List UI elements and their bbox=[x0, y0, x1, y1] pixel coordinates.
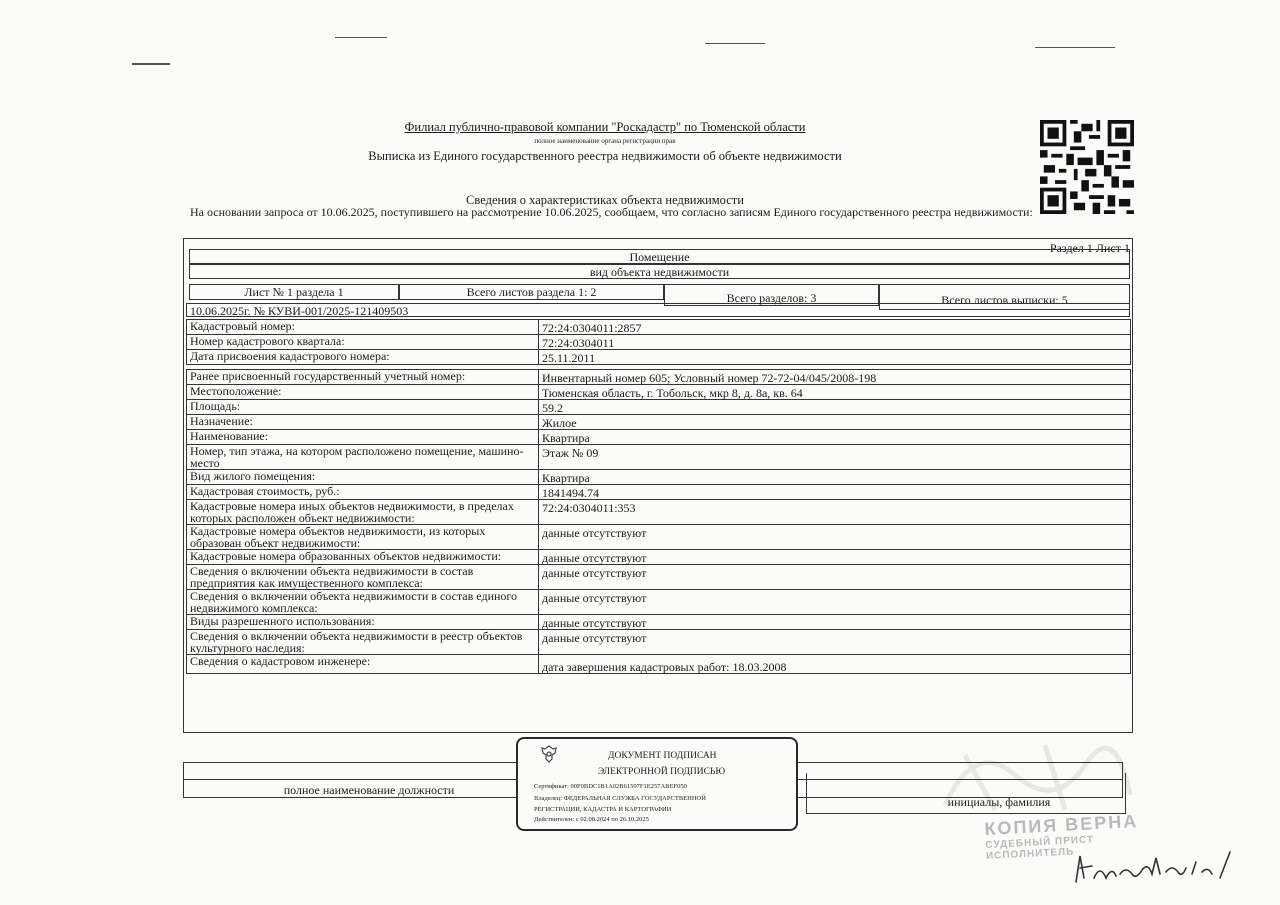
row-value: 72:24:0304011:353 bbox=[539, 500, 1131, 525]
row-label: Наименование: bbox=[187, 430, 539, 445]
row-label: Кадастровые номера объектов недвижимости, из которых образован объект недвижимости: bbox=[187, 525, 539, 550]
sections-total: Всего разделов: 3 bbox=[664, 284, 879, 306]
section-sheets-total: Всего листов раздела 1: 2 bbox=[399, 284, 664, 300]
row-value: данные отсутствуют bbox=[539, 590, 1131, 615]
row-label: Площадь: bbox=[187, 400, 539, 415]
basis-text: На основании запроса от 10.06.2025, поступившего на рассмотрение 10.06.2025, сообщаем, что согласно записям Единого государственного реестра недвижимости: bbox=[190, 205, 1033, 219]
sheet-number: Лист № 1 раздела 1 bbox=[189, 284, 399, 300]
row-label: Сведения о кадастровом инженере: bbox=[187, 655, 539, 674]
row-value: 25.11.2011 bbox=[539, 350, 1131, 365]
row-label: Сведения о включении объекта недвижимости в реестр объектов культурного наследия: bbox=[187, 630, 539, 655]
stamp-line-2: ЭЛЕКТРОННОЙ ПОДПИСЬЮ bbox=[598, 767, 726, 777]
stamp-certificate: Сертификат: 00F0BDC1B1A02B61597F1E257ABEF050 bbox=[534, 783, 687, 790]
row-value: 1841494.74 bbox=[539, 485, 1131, 500]
row-label: Кадастровые номера иных объектов недвижимости, в пределах которых расположен объект недвижимости: bbox=[187, 500, 539, 525]
stamp-owner-2: РЕГИСТРАЦИИ, КАДАСТРА И КАРТОГРАФИИ bbox=[534, 806, 672, 813]
table-row bbox=[187, 320, 1131, 335]
scan-mark bbox=[1035, 47, 1115, 48]
row-value: данные отсутствуют bbox=[539, 550, 1131, 565]
stamp-line-1: ДОКУМЕНТ ПОДПИСАН bbox=[608, 751, 717, 761]
organization-caption: полное наименование органа регистрации прав bbox=[534, 137, 676, 145]
row-value: Тюменская область, г. Тобольск, мкр 8, д. 8а, кв. 64 bbox=[539, 385, 1131, 400]
copy-stamp-line-3: ИСПОЛНИТЕЛЬ bbox=[985, 846, 1075, 862]
scan-mark bbox=[132, 63, 170, 65]
extract-title: Выписка из Единого государственного реестра недвижимости об объекте недвижимости bbox=[368, 149, 842, 163]
row-label: Назначение: bbox=[187, 415, 539, 430]
row-label: Номер, тип этажа, на котором расположено помещение, машино-место bbox=[187, 445, 539, 470]
row-label: Вид жилого помещения: bbox=[187, 470, 539, 485]
coat-of-arms-icon bbox=[538, 743, 560, 765]
table-row bbox=[187, 485, 1131, 500]
section-reference: Раздел 1 Лист 1 bbox=[1049, 241, 1130, 255]
table-row bbox=[187, 590, 1131, 615]
row-label: Кадастровый номер: bbox=[187, 320, 539, 335]
object-name: Помещение bbox=[189, 249, 1130, 264]
row-label: Дата присвоения кадастрового номера: bbox=[187, 350, 539, 365]
section-title: Сведения о характеристиках объекта недвижимости bbox=[466, 193, 744, 207]
electronic-signature-stamp bbox=[516, 737, 798, 831]
copy-stamp-line-2: СУДЕБНЫЙ ПРИСТ bbox=[985, 834, 1095, 852]
table-row bbox=[187, 430, 1131, 445]
table-row bbox=[187, 630, 1131, 655]
table-row bbox=[187, 400, 1131, 415]
row-value: Этаж № 09 bbox=[539, 445, 1131, 470]
extract-sheets-total: Всего листов выписки: 5 bbox=[879, 284, 1130, 310]
row-value: Жилое bbox=[539, 415, 1131, 430]
table-row bbox=[187, 445, 1131, 470]
row-value: данные отсутствуют bbox=[539, 525, 1131, 550]
table-row bbox=[187, 500, 1131, 525]
row-value: 72:24:0304011:2857 bbox=[539, 320, 1131, 335]
row-value: дата завершения кадастровых работ: 18.03.2008 bbox=[539, 655, 1131, 674]
handwritten-signature bbox=[1070, 838, 1240, 888]
table-row bbox=[187, 415, 1131, 430]
row-label: Сведения о включении объекта недвижимости в состав единого недвижимого комплекса: bbox=[187, 590, 539, 615]
table-row bbox=[187, 655, 1131, 674]
stamp-owner-1: Владелец: ФЕДЕРАЛЬНАЯ СЛУЖБА ГОСУДАРСТВЕННОЙ bbox=[534, 795, 706, 802]
row-value: 72:24:0304011 bbox=[539, 335, 1131, 350]
scan-mark bbox=[705, 43, 765, 44]
table-row bbox=[187, 335, 1131, 350]
row-label: Сведения о включении объекта недвижимости в состав предприятия как имущественного комплекса: bbox=[187, 565, 539, 590]
table-row bbox=[187, 550, 1131, 565]
row-label: Кадастровая стоимость, руб.: bbox=[187, 485, 539, 500]
scan-mark bbox=[335, 37, 387, 38]
table-row bbox=[187, 615, 1131, 630]
table-row bbox=[187, 370, 1131, 385]
table-row bbox=[187, 385, 1131, 400]
table-row bbox=[187, 525, 1131, 550]
row-label: Виды разрешенного использования: bbox=[187, 615, 539, 630]
characteristics-table bbox=[186, 319, 1131, 674]
row-value: Инвентарный номер 605; Условный номер 72-72-04/045/2008-198 bbox=[539, 370, 1131, 385]
table-row bbox=[187, 565, 1131, 590]
table-row bbox=[187, 350, 1131, 365]
organization-name: Филиал публично-правовой компании "Роскадастр" по Тюменской области bbox=[404, 120, 806, 134]
row-value: данные отсутствуют bbox=[539, 565, 1131, 590]
document-number: 10.06.2025г. № КУВИ-001/2025-121409503 bbox=[186, 303, 1130, 317]
row-label: Местоположение: bbox=[187, 385, 539, 400]
row-value: 59.2 bbox=[539, 400, 1131, 415]
row-value: Квартира bbox=[539, 430, 1131, 445]
row-value: данные отсутствуют bbox=[539, 630, 1131, 655]
stamp-validity: Действителен: с 02.08.2024 по 26.10.2025 bbox=[534, 816, 649, 823]
row-label: Ранее присвоенный государственный учетный номер: bbox=[187, 370, 539, 385]
table-row bbox=[187, 470, 1131, 485]
position-caption: полное наименование должности bbox=[283, 783, 455, 797]
name-caption: инициалы, фамилия bbox=[947, 795, 1051, 809]
row-label: Номер кадастрового квартала: bbox=[187, 335, 539, 350]
row-value: данные отсутствуют bbox=[539, 615, 1131, 630]
qr-code-icon bbox=[1040, 120, 1134, 214]
object-kind-caption: вид объекта недвижимости bbox=[189, 264, 1130, 279]
row-label: Кадастровые номера образованных объектов недвижимости: bbox=[187, 550, 539, 565]
copy-stamp-line-1: КОПИЯ ВЕРНА bbox=[983, 811, 1139, 840]
row-value: Квартира bbox=[539, 470, 1131, 485]
